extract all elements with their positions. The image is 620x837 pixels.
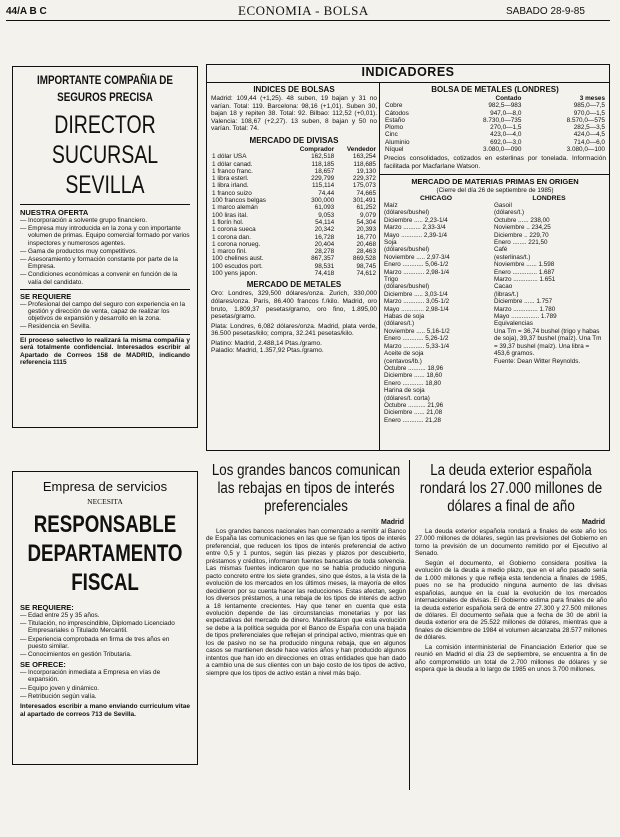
table-cell: Níquel bbox=[385, 146, 404, 154]
table-cell: 162,518 bbox=[311, 153, 335, 161]
table-cell: 1 marco finl. bbox=[212, 248, 247, 256]
ad1-offer-list bbox=[20, 217, 190, 286]
article-bancos bbox=[206, 462, 406, 677]
table-row bbox=[211, 241, 377, 248]
list-item: Enero ............ 5,26-1/2 bbox=[384, 335, 449, 343]
table-cell: 867,357 bbox=[311, 255, 335, 263]
indices-text: Madrid: 109,44 (+1,25). 48 suben, 19 bajan y 31 no varían. Total: 119. Barcelona: 98,16 (+1,01). Suben 30, bajan 18 y repiten 38. Total: 92. Bilbao: 112,52 (+0,01). Valencia: 108,67 (+2,27). 13 suben, 8 bajan y 50 no varían. Total: 74. bbox=[211, 95, 377, 133]
table-cell: 20,393 bbox=[356, 226, 376, 234]
list-item: Diciembre ..... 2,23-1/4 bbox=[384, 216, 448, 224]
col-sell: Vendedor bbox=[346, 145, 376, 153]
list-item: (dólares/bushel) bbox=[384, 283, 430, 291]
section-title: ECONOMIA - BOLSA bbox=[238, 3, 369, 18]
list-item: Diciembre ..... 3,03-1/4 bbox=[384, 290, 448, 298]
table-cell: 61,252 bbox=[356, 204, 376, 212]
list-item: Mayo ............. 2,98-1/4 bbox=[384, 305, 449, 313]
table-cell: 98,531 bbox=[314, 262, 335, 270]
list-item: Noviembre .. 234,25 bbox=[494, 224, 551, 232]
table-row bbox=[211, 197, 377, 204]
bolsa-metales-note: Precios consolidados, cotizados en esterlinas por tonelada. Información facilitada por Macfarlane Watson. bbox=[384, 155, 606, 170]
table-cell: 74,665 bbox=[356, 189, 376, 197]
table-row bbox=[211, 175, 377, 182]
table-cell: 982,5—983 bbox=[488, 102, 522, 110]
table-cell: 9,079 bbox=[360, 211, 376, 219]
table-cell: 1 florín hol. bbox=[212, 218, 244, 226]
paladio-text: Paladio: Madrid, 1.357,92 Ptas./gramo. bbox=[211, 347, 324, 355]
list-item: Marzo .......... 2,33-3/4 bbox=[384, 224, 446, 232]
list-item: Trigo bbox=[384, 276, 399, 284]
list-item: — Incorporación inmediata a Empresa en vías de expansión. bbox=[20, 669, 190, 683]
list-item: Harina de soja bbox=[384, 387, 425, 395]
metales-text: Oro: Londres, 329,500 dólares/onza. Zurich, 330,000 dólares/onza. París, 86.400 francos f./kilo. Madrid, oro bruto, 1.809,37 pesetas/gramo, oro fino, 1.895,00 pesetas/gramo. bbox=[211, 290, 377, 321]
table-cell: 28,278 bbox=[314, 248, 335, 256]
table-row bbox=[384, 131, 606, 138]
materias-chicago bbox=[384, 195, 488, 424]
list-item: Noviembre ..... 5,16-1/2 bbox=[384, 327, 450, 335]
list-item: — Asesoramiento y formación constante por parte de la Empresa. bbox=[20, 256, 190, 270]
table-row bbox=[211, 255, 377, 262]
ad2-needs: NECESITA bbox=[87, 497, 123, 506]
table-cell: 869,528 bbox=[352, 255, 376, 263]
list-item: Mayo ................ 1.789 bbox=[494, 313, 557, 321]
table-cell: 423,0—4,0 bbox=[490, 131, 522, 139]
table-row bbox=[211, 219, 377, 226]
indicadores-right bbox=[384, 83, 606, 424]
table-cell: 970,0—1,5 bbox=[573, 109, 605, 117]
table-cell: 100 escudos port. bbox=[212, 262, 263, 270]
list-item: (esterlinas/t.) bbox=[494, 253, 531, 261]
table-row bbox=[211, 168, 377, 175]
job-ad-director bbox=[12, 66, 198, 428]
ad2-require-list bbox=[20, 612, 190, 658]
table-cell: Plomo bbox=[385, 124, 404, 132]
ad1-footer: El proceso selectivo lo realizará la misma compañía y será totalmente confidencial. Interesados escribir al Apartado de Correos 158 de MADRID, indicando referencia 1115 bbox=[20, 336, 190, 367]
list-item: — Residencia en Sevilla. bbox=[20, 323, 190, 330]
table-row bbox=[211, 153, 377, 160]
list-item: (dólares/t.) bbox=[494, 209, 525, 217]
table-row bbox=[211, 161, 377, 168]
ad1-title-line2: SUCURSAL SEVILLA bbox=[51, 141, 159, 199]
table-row bbox=[211, 226, 377, 233]
page-date: SABADO 28-9-85 bbox=[506, 6, 585, 17]
list-item: Octubre .......... 18,96 bbox=[384, 364, 444, 372]
table-cell: 118,685 bbox=[353, 160, 376, 168]
table-cell: 18,657 bbox=[314, 167, 335, 175]
table-cell: 1 dólar USA bbox=[212, 153, 247, 161]
list-item: Diciembre .. 229,70 bbox=[494, 231, 549, 239]
list-item: Enero ............ 18,80 bbox=[384, 379, 442, 387]
job-ad-fiscal bbox=[12, 471, 198, 765]
table-cell: 54,304 bbox=[356, 218, 376, 226]
table-cell: 300,000 bbox=[311, 197, 335, 205]
materias-columns bbox=[384, 195, 606, 424]
table-row bbox=[211, 263, 377, 270]
list-item: (dólares/bushel) bbox=[384, 209, 430, 217]
table-row bbox=[384, 102, 606, 109]
ad2-title-line2: DEPARTAMENTO bbox=[27, 540, 183, 567]
list-item: (dólares/bushel) bbox=[384, 246, 430, 254]
table-cell: 163,254 bbox=[352, 153, 376, 161]
bolsa-metales-title: BOLSA DE METALES (LONDRES) bbox=[431, 85, 559, 94]
ad1-require-list bbox=[20, 301, 190, 331]
table-row bbox=[384, 117, 606, 124]
list-item: (centavos/lb.) bbox=[384, 357, 422, 365]
table-cell: 115,114 bbox=[312, 182, 335, 190]
header-rule bbox=[6, 20, 610, 21]
table-row bbox=[211, 270, 377, 277]
divisas-title: MERCADO DE DIVISAS bbox=[249, 135, 339, 145]
table-cell: Estaño bbox=[385, 116, 405, 124]
article1-dateline: Madrid bbox=[381, 519, 404, 526]
list-item: Marzo ............ 5,33-1/4 bbox=[384, 342, 450, 350]
table-cell: 100 chelines aust. bbox=[212, 255, 264, 263]
ad1-offer-label: NUESTRA OFERTA bbox=[20, 208, 89, 217]
list-item: — Equipo joven y dinámico. bbox=[20, 685, 190, 692]
list-item: Enero .............. 1.687 bbox=[494, 268, 555, 276]
indicadores-title: INDICADORES bbox=[361, 65, 455, 79]
table-cell: 54,114 bbox=[315, 218, 335, 226]
list-item: Marzo .............. 1.651 bbox=[494, 276, 556, 284]
table-cell: 20,342 bbox=[314, 226, 335, 234]
list-item: Diciembre ...... 18,60 bbox=[384, 372, 443, 380]
table-cell: 19,130 bbox=[356, 167, 376, 175]
ad2-offer-list bbox=[20, 669, 190, 700]
table-cell: 3.080,0—090 bbox=[483, 146, 522, 154]
table-row bbox=[211, 204, 377, 211]
table-row bbox=[211, 190, 377, 197]
list-item: Enero ............ 21,28 bbox=[384, 416, 442, 424]
list-item: — Condiciones económicas a convenir en función de la valía del candidato. bbox=[20, 271, 190, 285]
ad1-require-label: SE REQUIERE bbox=[20, 291, 72, 301]
list-item: — Retribución según valía. bbox=[20, 693, 190, 700]
list-item: (dólares/t.) bbox=[384, 320, 415, 328]
materias-londres bbox=[494, 195, 604, 424]
table-row bbox=[211, 212, 377, 219]
table-cell: 1 libra irland. bbox=[212, 182, 249, 190]
col-buy: Comprador bbox=[299, 145, 335, 153]
table-cell: 16,728 bbox=[314, 233, 335, 241]
table-cell: Cobre bbox=[385, 102, 403, 110]
article2-headline: La deuda exterior española rondará los 27.000 millones de dólares a final de año bbox=[419, 462, 603, 515]
list-item: Una Tm = 36,74 bushel (trigo y habas de soja), 39,37 bushel (maíz). Una Tm = 39,37 bushel (maíz). Una libra = 453,6 gramos. bbox=[494, 327, 602, 358]
plata-text: Plata: Londres, 6,082 dólares/onza. Madrid, plata verde, 36.500 pesetas/kilo; compra, 32.241 pesetas/kilo. bbox=[211, 322, 377, 338]
table-cell: 98,745 bbox=[356, 262, 376, 270]
platino-text: Platino: Madrid, 2.488,14 Ptas./gramo. bbox=[211, 339, 322, 347]
page-number: 44/A B C bbox=[6, 6, 47, 17]
table-cell: 1 libra esterl. bbox=[212, 175, 249, 183]
table-row bbox=[384, 146, 606, 153]
metales-title: MERCADO DE METALES bbox=[246, 280, 342, 290]
table-cell: 9,053 bbox=[318, 211, 335, 219]
article2-body2: Según el documento, el Gobierno considera positiva la evolución de la deuda a medio plazo, que en el año pasado sería de 1.000 millones y que refleja esta tendencia a finales de 1985, pues no se ha producido ninguna aumento de las divisas españolas, aunque en la cual la evolución de los mercados internacionales de divisas. El Gobierno estima para finales de año la deuda exterior española será de entre 27.300 y 27.500 millones de dólares. El documento señala que a fecha de 30 de abril la deuda exterior era de 25.522 millones de dólares, mientras que a finales de diciembre de 1984 el volumen alcanzaba 28.577 millones de dólares. bbox=[415, 559, 607, 642]
table-row bbox=[384, 139, 606, 146]
table-cell: 8.730,0—735 bbox=[483, 116, 522, 124]
table-cell: 270,0—1,5 bbox=[490, 124, 522, 132]
list-item: Mayo ............ 2,39-1/4 bbox=[384, 231, 447, 239]
divisas-table bbox=[211, 146, 377, 277]
list-item: Noviembre ...... 1.598 bbox=[494, 261, 555, 269]
table-cell: 100 liras ital. bbox=[212, 211, 248, 219]
list-item: — Titulación, no imprescindible, Diplomado Licenciado Empresariales o Titulado Mercantil. bbox=[20, 620, 190, 634]
list-item: — Profesional del campo del seguro con experiencia en la gestión y dirección de venta, capaz de realizar los objetivos de expansión y desarrollo en la zona. bbox=[20, 301, 190, 323]
table-cell: 74,418 bbox=[314, 270, 335, 278]
table-cell: 3.080,0—100 bbox=[566, 146, 605, 154]
table-row bbox=[384, 110, 606, 117]
table-cell: 714,0—6,0 bbox=[573, 138, 605, 146]
table-cell: 1 corona dan. bbox=[212, 233, 252, 241]
list-item: — Conocimientos en gestión Tributaria. bbox=[20, 651, 190, 658]
list-item: Octubre .......... 21,96 bbox=[384, 401, 444, 409]
col-contado: Contado bbox=[495, 95, 522, 102]
divider bbox=[20, 289, 190, 290]
table-cell: 1 dólar canad. bbox=[212, 160, 253, 168]
table-cell: 229,799 bbox=[311, 175, 335, 183]
list-item: Marzo .............. 1.780 bbox=[494, 305, 556, 313]
materias-title: MERCADO DE MATERIAS PRIMAS EN ORIGEN bbox=[411, 176, 579, 186]
ad1-title bbox=[20, 110, 190, 200]
table-cell: 28,463 bbox=[356, 248, 376, 256]
londres-label: LONDRES bbox=[532, 194, 566, 202]
table-row bbox=[384, 124, 606, 131]
table-cell: 282,5—3,5 bbox=[573, 124, 605, 132]
list-item: Habas de soja bbox=[384, 313, 425, 321]
list-item: Gasoil bbox=[494, 201, 512, 209]
table-cell: 424,0—4,5 bbox=[573, 131, 605, 139]
list-item: Equivalencias bbox=[494, 320, 533, 328]
table-cell: 74,612 bbox=[356, 270, 376, 278]
table-cell: 61,093 bbox=[314, 204, 335, 212]
list-item: Café bbox=[494, 246, 508, 254]
table-cell: 301,491 bbox=[352, 197, 376, 205]
list-item: (libras/t.) bbox=[494, 290, 519, 298]
article1-headline: Los grandes bancos comunican las rebajas en tipos de interés preferenciales bbox=[211, 462, 401, 515]
list-item: — Empresa muy introducida en la zona y con importante volumen de primas. Equipo comercial formado por varios inspectores y numerosos agentes. bbox=[20, 225, 190, 247]
list-item: Diciembre ...... 1.757 bbox=[494, 298, 553, 306]
chicago-label: CHICAGO bbox=[419, 194, 453, 202]
column-divider bbox=[379, 82, 380, 451]
table-cell: 985,0—7,5 bbox=[573, 102, 605, 110]
table-cell: 8.570,0—575 bbox=[566, 116, 605, 124]
table-cell: 1 corona sueca bbox=[212, 226, 256, 234]
col-3meses: 3 meses bbox=[579, 95, 605, 102]
table-cell: 118,185 bbox=[311, 160, 335, 168]
table-cell: 692,0—3,0 bbox=[490, 138, 522, 146]
list-item: Aceite de soja bbox=[384, 350, 424, 358]
table-cell: 1 corona norueg. bbox=[212, 240, 261, 248]
table-cell: 1 franco suizo bbox=[212, 189, 252, 197]
table-row bbox=[211, 248, 377, 255]
list-item: Marzo ............ 3,05-1/2 bbox=[384, 298, 450, 306]
table-cell: 229,372 bbox=[352, 175, 376, 183]
column-divider bbox=[409, 460, 410, 790]
table-cell: 100 francos belgas bbox=[212, 197, 267, 205]
divider bbox=[379, 174, 610, 175]
list-item: — Experiencia comprobada en firma de tres años en puesto similar. bbox=[20, 636, 190, 650]
table-cell: 100 yens japon. bbox=[212, 270, 258, 278]
article1-body: Los grandes bancos nacionales han comenzado a remitir al Banco de España las comunicaciones en las que se fijan los tipos de interés preferencial, que reducen los tipos de interés preferencial de activo entre 0,5 y 1 puntos, según las piezas y plazos por descubierto, préstamos y créditos, informaron fuentes bancarias de toda solvencia. Las mismas fuentes indicaron que no se había producido ninguna pacto concreto entre los siete grandes, sino que éstos, a la vista de la evolución de los mercados en los últimos meses, la mayoría de ellos decidieron por su cuenta hacer las reducciones. Estas afectan, según los diversos préstamos, a una rebaja de los tipos de interés de activo a 18 lentamente crecientes. Hay que tener en cuenta que esta evolución depende de las circunstancias monetarias y por las expectativas del mercado de dinero. Manifestaron que esta evolución se debe a la política seguida por el Banco de España con una bajada de tipos preferenciales que reflejan el principal activo, mientras que en los de pasivo no se ha producido ninguna rebaja, que en algunos casos se mantienen desde hace varios años y han producido algunos intentos que han ido en direcciones en otras entidades que han dado a cambio una de sus clientes con un bajo costo de los tipos de activo, siempre que los tipos de activo están a nivel más bajo. bbox=[206, 528, 406, 677]
article2-dateline: Madrid bbox=[582, 519, 605, 526]
materias-subtitle: (Cierre del día 26 de septiembre de 1985) bbox=[436, 186, 554, 194]
article2-body3: La comisión interministerial de Financiación Exterior que se reunió en Madrid el día 23 de septiembre, se encuentra a fin de año comprometido un total de 2.700 millones de dólares y se espera que la deuda a lo largo de 1985 en unos 3.700 millones. bbox=[415, 643, 607, 674]
table-header bbox=[384, 95, 606, 102]
list-item: Diciembre ...... 21,08 bbox=[384, 409, 443, 417]
ad2-title bbox=[20, 510, 190, 597]
table-cell: 74,44 bbox=[318, 189, 335, 197]
list-item: Fuente: Dean Witter Reynolds. bbox=[494, 357, 581, 365]
list-item: Maíz bbox=[384, 201, 398, 209]
list-item: — Incorporación a solvente grupo financiero. bbox=[20, 217, 190, 224]
table-cell: 16,770 bbox=[356, 233, 376, 241]
list-item: (dólares/t. corta) bbox=[384, 394, 430, 402]
ad2-title-line3: FISCAL bbox=[71, 569, 139, 596]
table-row bbox=[211, 234, 377, 241]
table-cell: 1 franco franc. bbox=[212, 167, 253, 175]
table-cell: 947,0—8,0 bbox=[490, 109, 522, 117]
ad1-title-line1: DIRECTOR bbox=[54, 111, 156, 139]
table-cell: 1 marco alemán bbox=[212, 204, 258, 212]
divider bbox=[20, 204, 190, 205]
table-header bbox=[211, 146, 377, 153]
ad2-require-label: SE REQUIERE: bbox=[20, 603, 74, 612]
list-item: Noviembre ..... 2,97-3/4 bbox=[384, 253, 450, 261]
ad2-footer: Interesados escribir a mano enviando curriculum vitae al apartado de correos 713 de Sevilla. bbox=[20, 703, 190, 718]
article2-body1: La deuda exterior española rondará a finales de este año los 27.000 millones de dólares, según las previsiones del Gobierno en torno la previsión de un documento remitido por el Ejecutivo al Senado. bbox=[415, 528, 607, 558]
article-deuda bbox=[415, 462, 607, 674]
ad2-offer-label: SE OFRECE: bbox=[20, 660, 66, 670]
list-item: Enero ........ 221,50 bbox=[494, 239, 548, 246]
bolsa-metales-table bbox=[384, 95, 606, 153]
table-cell: Aluminio bbox=[385, 138, 410, 146]
ad2-title-line1: RESPONSABLE bbox=[33, 511, 177, 538]
table-cell: 175,073 bbox=[352, 182, 376, 190]
list-item: Cacao bbox=[494, 283, 513, 291]
table-cell: 20,468 bbox=[356, 240, 376, 248]
indicadores-left bbox=[211, 83, 377, 355]
table-cell: Cinc bbox=[385, 131, 398, 139]
list-item: Octubre ...... 238,00 bbox=[494, 216, 550, 224]
list-item: — Gama de productos muy competitivos. bbox=[20, 248, 190, 255]
ad2-company: Empresa de servicios bbox=[42, 479, 168, 494]
table-cell: Cátodos bbox=[385, 109, 409, 117]
list-item: Marzo ............ 2,98-1/4 bbox=[384, 268, 450, 276]
list-item: — Edad entre 25 y 35 años. bbox=[20, 612, 190, 619]
divider bbox=[20, 334, 190, 335]
list-item: Soja bbox=[384, 239, 397, 246]
indicadores-box bbox=[206, 64, 610, 451]
list-item: Enero ............ 5,06-1/2 bbox=[384, 261, 449, 269]
indices-title: INDICES DE BOLSAS bbox=[253, 85, 335, 94]
ad1-company: IMPORTANTE COMPAÑIA DE SEGUROS PRECISA bbox=[37, 73, 173, 104]
table-cell: 20,404 bbox=[314, 240, 335, 248]
table-row bbox=[211, 182, 377, 189]
